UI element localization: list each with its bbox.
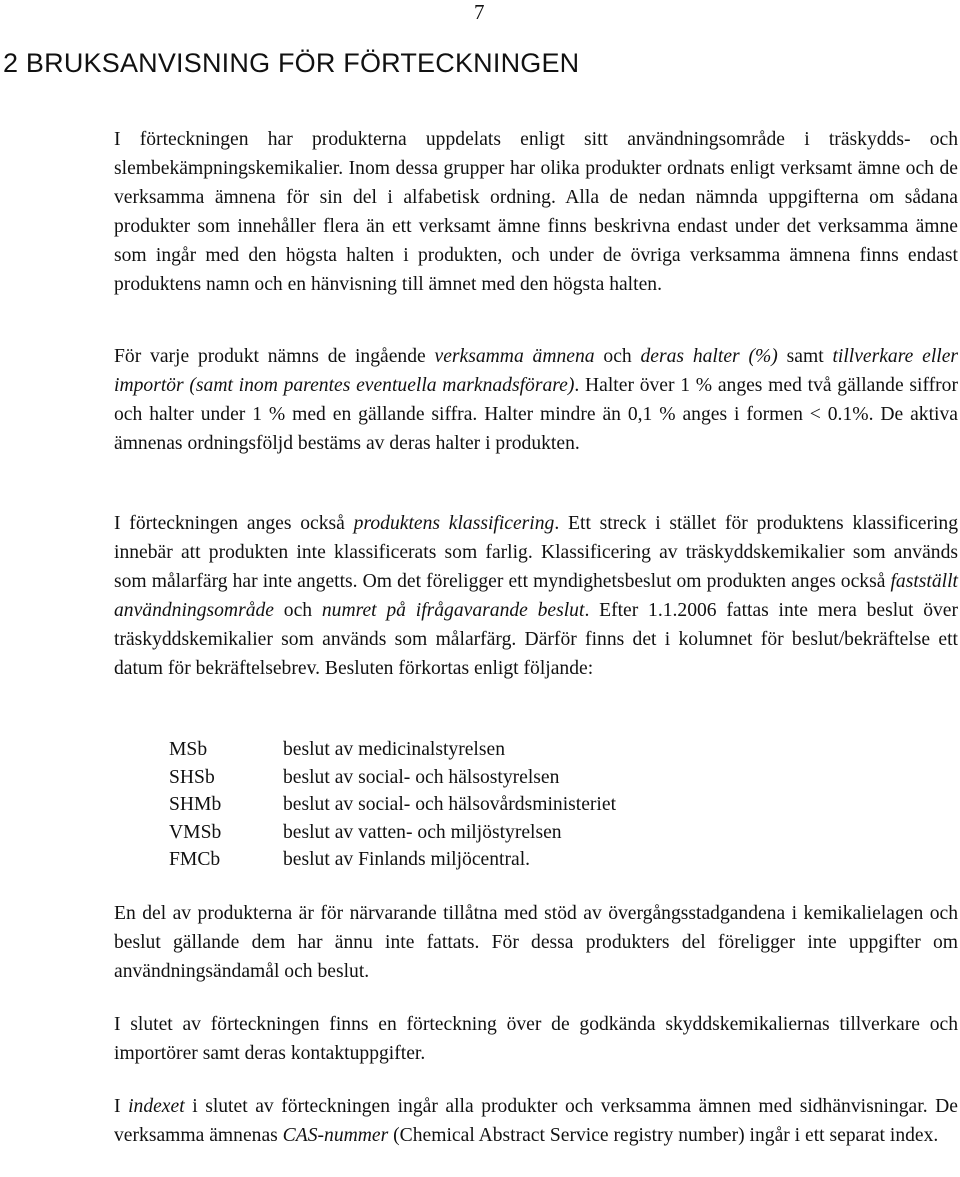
paragraph-active-substances: [114, 342, 958, 458]
text: I: [114, 1096, 129, 1117]
abbreviation-text: beslut av Finlands miljöcentral.: [283, 849, 531, 870]
abbreviation-code: SHMb: [169, 794, 222, 815]
text: . Halter över 1 % anges med två gällande siffror och halter under 1 % med en gällande siffra. Halter mindre än 0,1 % anges i formen < 0.1%. De aktiva ämnenas ordningsföljd bestäms av deras halter i produkten.: [114, 375, 959, 454]
emphasis: fastställt användningsområde: [114, 571, 958, 621]
emphasis: produktens klassificering: [353, 513, 555, 534]
text: och: [594, 346, 641, 367]
paragraph-transitional: En del av produkterna är för närvarande tillåtna med stöd av övergångsstadgandena i kemikalielagen och beslut gällande dem har ännu inte fattats. För dessa produkters del föreligger inte uppgifter om användningsändamål och beslut.: [114, 903, 958, 982]
abbreviation-text: beslut av social- och hälsostyrelsen: [283, 766, 560, 788]
abbreviation-text: beslut av social- och hälsovårdsministeriet: [283, 794, 617, 815]
section-heading: 2 BRUKSANVISNING FÖR FÖRTECKNINGEN: [3, 48, 580, 78]
abbreviation-list: [169, 736, 616, 874]
abbreviation-row: [169, 764, 616, 792]
text: . Ett streck i stället för produktens klassificering innebär att produkten inte klassificerats som farlig. Klassificering av träskyddskemikalier som används som målarfärg har inte angetts. Om det föreligger ett myndighetsbeslut om produkten anges också: [114, 513, 959, 592]
text: och: [274, 600, 322, 621]
abbreviation-code: VMSb: [169, 821, 222, 843]
paragraph-index: [114, 1092, 958, 1150]
abbreviation-code: SHSb: [169, 766, 215, 788]
text: (Chemical Abstract Service registry number) ingår i ett separat index.: [388, 1125, 939, 1146]
emphasis: numret på ifrågavarande beslut: [321, 600, 585, 621]
paragraph-organization: I förteckningen har produkterna uppdelats enligt sitt användningsområde i träskydds- och slembekämpningskemikalier. Inom dessa grupper har olika produkter ordnats enligt verksamt ämne och de verksamma ämnena för sin del i alfabetisk ordning. Alla de nedan nämnda uppgifterna om sådana produkter som innehåller flera än ett verksamt ämne finns beskrivna endast under det verksamma ämne som ingår med den högsta halten i produkten, och under de övriga verksamma ämnena finns endast produktens namn och en hänvisning till ämnet med den högsta halten.: [114, 129, 958, 295]
text: samt: [777, 346, 833, 367]
paragraph-classification: [114, 509, 958, 683]
abbreviation-row: [169, 819, 616, 847]
text: I förteckningen anges också: [114, 513, 354, 534]
emphasis: verksamma ämnena: [434, 346, 595, 367]
abbreviation-text: beslut av medicinalstyrelsen: [283, 739, 505, 760]
abbreviation-row: [169, 791, 616, 819]
abbreviation-text: beslut av vatten- och miljöstyrelsen: [283, 821, 562, 843]
abbreviation-row: [169, 846, 616, 874]
abbreviation-code: MSb: [169, 739, 208, 760]
text: För varje produkt nämns de ingående: [114, 346, 435, 367]
text: . Efter 1.1.2006 fattas inte mera beslut över träskyddskemikalier som används som målarfärg. Därför finns det i kolumnet för beslut/bekräftelse ett datum för bekräftelsebrev. Besluten förkortas enligt följande:: [114, 600, 959, 679]
paragraph-manufacturers: I slutet av förteckningen finns en förteckning över de godkända skyddskemikaliernas tillverkare och importörer samt deras kontaktuppgifter.: [114, 1014, 958, 1064]
emphasis: CAS-nummer: [282, 1125, 389, 1146]
emphasis: deras halter (%): [640, 346, 778, 367]
text: i slutet av förteckningen ingår alla produkter och verksamma ämnen med sidhänvisningar. De verksamma ämnenas: [114, 1096, 958, 1146]
emphasis: indexet: [128, 1096, 185, 1117]
page-number: 7: [474, 0, 485, 24]
abbreviation-row: [169, 736, 616, 764]
emphasis: tillverkare eller importör (samt inom parentes eventuella marknadsförare): [114, 346, 959, 396]
abbreviation-code: FMCb: [169, 849, 221, 870]
